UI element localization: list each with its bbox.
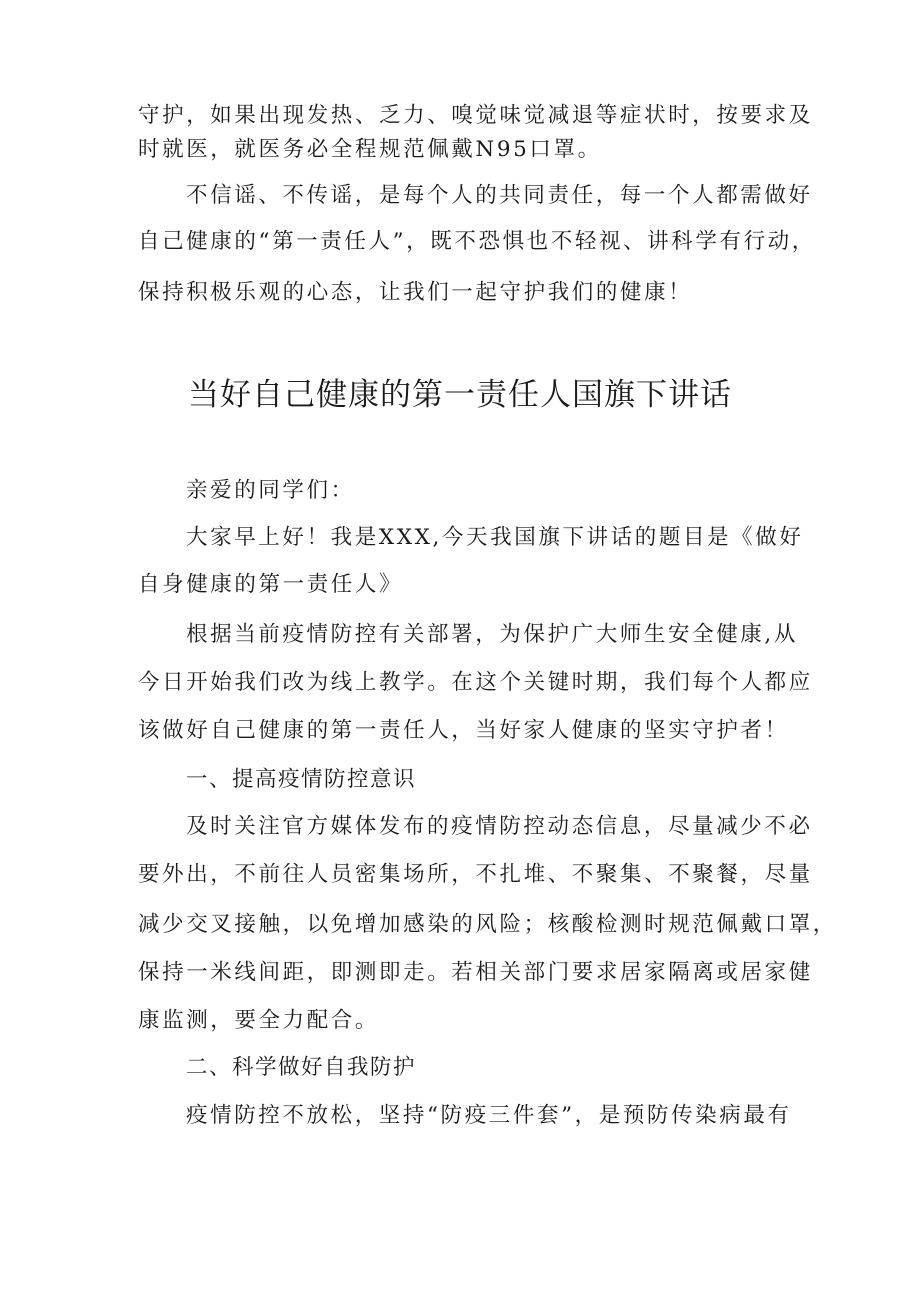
- text-line: 该做好自己健康的第一责任人，当好家人健康的坚实守护者！: [138, 718, 789, 743]
- section-heading: 一、提高疫情防控意识: [186, 767, 417, 792]
- greeting: 亲爱的同学们：: [186, 478, 355, 503]
- document-title: 当好自己健康的第一责任人国旗下讲话: [188, 377, 732, 413]
- text-line: 康监测，要全力配合。: [138, 1008, 380, 1033]
- section-heading: 二、科学做好自我防护: [186, 1055, 417, 1080]
- text-line: 根据当前疫情防控有关部署，为保护广大师生安全健康,从: [186, 622, 798, 647]
- text-line: 自己健康的“第一责任人”，既不恐惧也不轻视、讲科学有行动，: [138, 229, 816, 254]
- text-line: 及时关注官方媒体发布的疫情防控动态信息，尽量减少不必: [186, 814, 813, 839]
- text-line: 今日开始我们改为线上教学。在这个关键时期，我们每个人都应: [138, 670, 813, 695]
- text-line: 减少交叉接触，以免增加感染的风险；核酸检测时规范佩戴口罩，: [138, 912, 837, 937]
- text-line: 自身健康的第一责任人》: [138, 572, 404, 597]
- text-line: 保持一米线间距，即测即走。若相关部门要求居家隔离或居家健: [138, 960, 813, 985]
- text-line: 大家早上好！我是XXX,今天我国旗下讲话的题目是《做好: [186, 525, 804, 550]
- text-line: 不信谣、不传谣，是每个人的共同责任，每一个人都需做好: [186, 183, 813, 208]
- text-line: 疫情防控不放松，坚持“防疫三件套”，是预防传染病最有: [186, 1103, 792, 1128]
- text-line: 时就医，就医务必全程规范佩戴N95口罩。: [138, 137, 602, 162]
- text-line: 守护，如果出现发热、乏力、嗅觉味觉减退等症状时，按要求及: [138, 103, 813, 128]
- text-line: 保持积极乐观的心态，让我们一起守护我们的健康！: [138, 280, 693, 305]
- text-line: 要外出，不前往人员密集场所，不扎堆、不聚集、不聚餐，尽量: [138, 862, 813, 887]
